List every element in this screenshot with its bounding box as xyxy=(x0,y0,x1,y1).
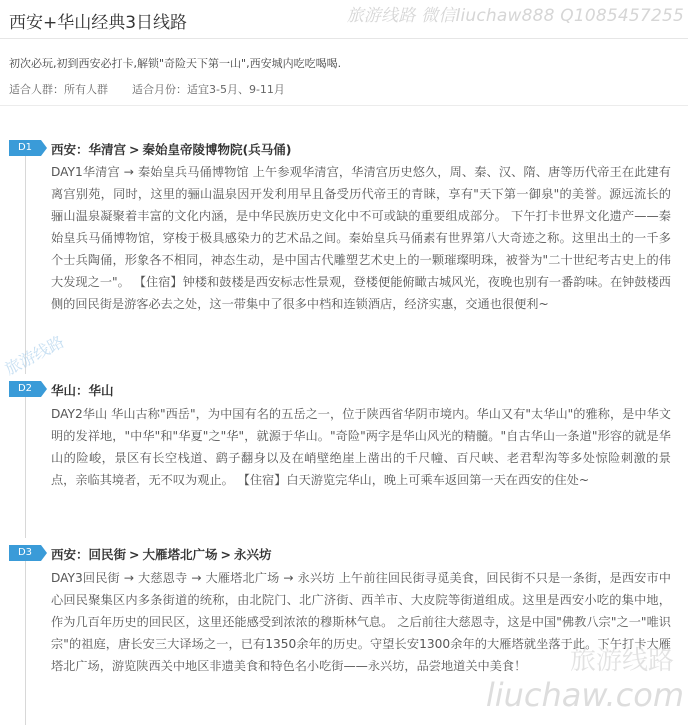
corner-watermark-upper: 旅游线路 xyxy=(569,646,674,676)
timeline-line xyxy=(25,560,26,725)
route-stop[interactable]: 永兴坊 xyxy=(234,547,272,562)
day-description: DAY3回民街 → 大慈恩寺 → 大雁塔北广场 → 永兴坊 上午前往回民街寻觅美食，回民街不只是一条街，是西安市中心回民聚集区内多条街道的统称，由北院门、北广济街、西羊市、大皮院等街道组成。这里是西安小吃的集中地，作为几百年历史的回民区，这里还能感受到浓浓的穆斯林气息。 之后前往大慈恩寺，这是中国"佛教八宗"之一"唯识宗"的祖庭，唐长安三大译场之一，已有1350余年的历史。守望长安1300余年的大雁塔就坐落于此。下午打卡大雁塔北广场，游览陕西关中地区非遗美食和特色名小吃街——永兴坊，品尝地道关中美食！ xyxy=(51,571,671,673)
timeline-line xyxy=(25,156,26,374)
day-description: DAY1华清宫 → 秦始皇兵马俑博物馆 上午参观华清宫，华清宫历史悠久，周、秦、汉、隋、唐等历代帝王在此建有离宫别苑，同时，这里的骊山温泉因开发利用早且备受历代帝王的青睐，享有"天下第一御泉"的美誉。源远流长的骊山温泉凝聚着丰富的文化内涵，是中华民族历史文化中不可或缺的重要组成部分。 下午打卡世界文化遗产——秦始皇兵马俑博物馆，穿梭于极具感染力的艺术品之间。秦始皇兵马俑素有世界第八大奇迹之称。这里出土的一千多个士兵陶俑，形象各不相同，神态生动，是中国古代雕塑艺术史上的一颗璀璨明珠，被誉为"二十世纪考古史上的伟大发现之一"。 【住宿】钟楼和鼓楼是西安标志性景观，登楼便能俯瞰古城风光，夜晚也别有一番韵味。在钟鼓楼西侧的回民街是游客必去之处，这一带集中了很多中档和连锁酒店，经济实惠，交通也很便利~ xyxy=(51,165,671,311)
route-stop[interactable]: 大雁塔北广场 xyxy=(142,547,218,562)
route-stop[interactable]: 西安：华清宫 xyxy=(51,142,127,157)
section-divider xyxy=(0,105,688,106)
arrow-icon: > xyxy=(220,547,231,562)
route-stop[interactable]: 西安：回民街 xyxy=(51,547,127,562)
arrow-icon: > xyxy=(129,142,140,157)
day-description: DAY2华山 华山古称"西岳"，为中国有名的五岳之一，位于陕西省华阴市境内。华山又有"太华山"的雅称，是中华文明的发祥地，"中华"和"华夏"之"华"，就源于华山。"奇险"两字是华山风光的精髓。"自古华山一条道"形容的就是华山的险峻，景区有长空栈道、鹞子翻身以及在峭壁绝崖上凿出的千尺幢、百尺峡、老君犁沟等多处惊险刺激的景点，亲临其境者，无不叹为观止。 【住宿】白天游览完华山，晚上可乘车返回第一天在西安的住处~ xyxy=(51,407,671,487)
day-badge: D3 xyxy=(9,545,41,561)
day-badge: D2 xyxy=(9,381,41,397)
route-stop[interactable]: 秦始皇帝陵博物院(兵马俑) xyxy=(142,142,292,157)
corner-watermark: liuchaw.com xyxy=(485,676,684,714)
route-summary: 初次必玩,初到西安必打卡,解锁"奇险天下第一山",西安城内吃吃喝喝. xyxy=(9,57,342,70)
month-label: 适合月份： xyxy=(132,83,187,96)
page-title: 西安+华山经典3日线路 xyxy=(9,13,188,33)
audience-label: 适合人群： xyxy=(9,83,64,96)
day-badge: D1 xyxy=(9,140,41,156)
month-value: 适宜3-5月、9-11月 xyxy=(187,83,285,96)
side-watermark: 旅游线路 xyxy=(1,331,68,379)
day-route xyxy=(51,545,272,563)
day-route xyxy=(51,381,114,399)
page-header xyxy=(0,0,688,39)
day-route xyxy=(51,140,291,158)
route-meta xyxy=(9,81,285,97)
timeline-line xyxy=(25,396,26,538)
arrow-icon: > xyxy=(129,547,140,562)
audience-value: 所有人群 xyxy=(64,83,108,96)
route-stop[interactable]: 华山：华山 xyxy=(51,383,114,398)
header-watermark: 旅游线路 微信liuchaw888 Q1085457255 xyxy=(346,6,684,26)
